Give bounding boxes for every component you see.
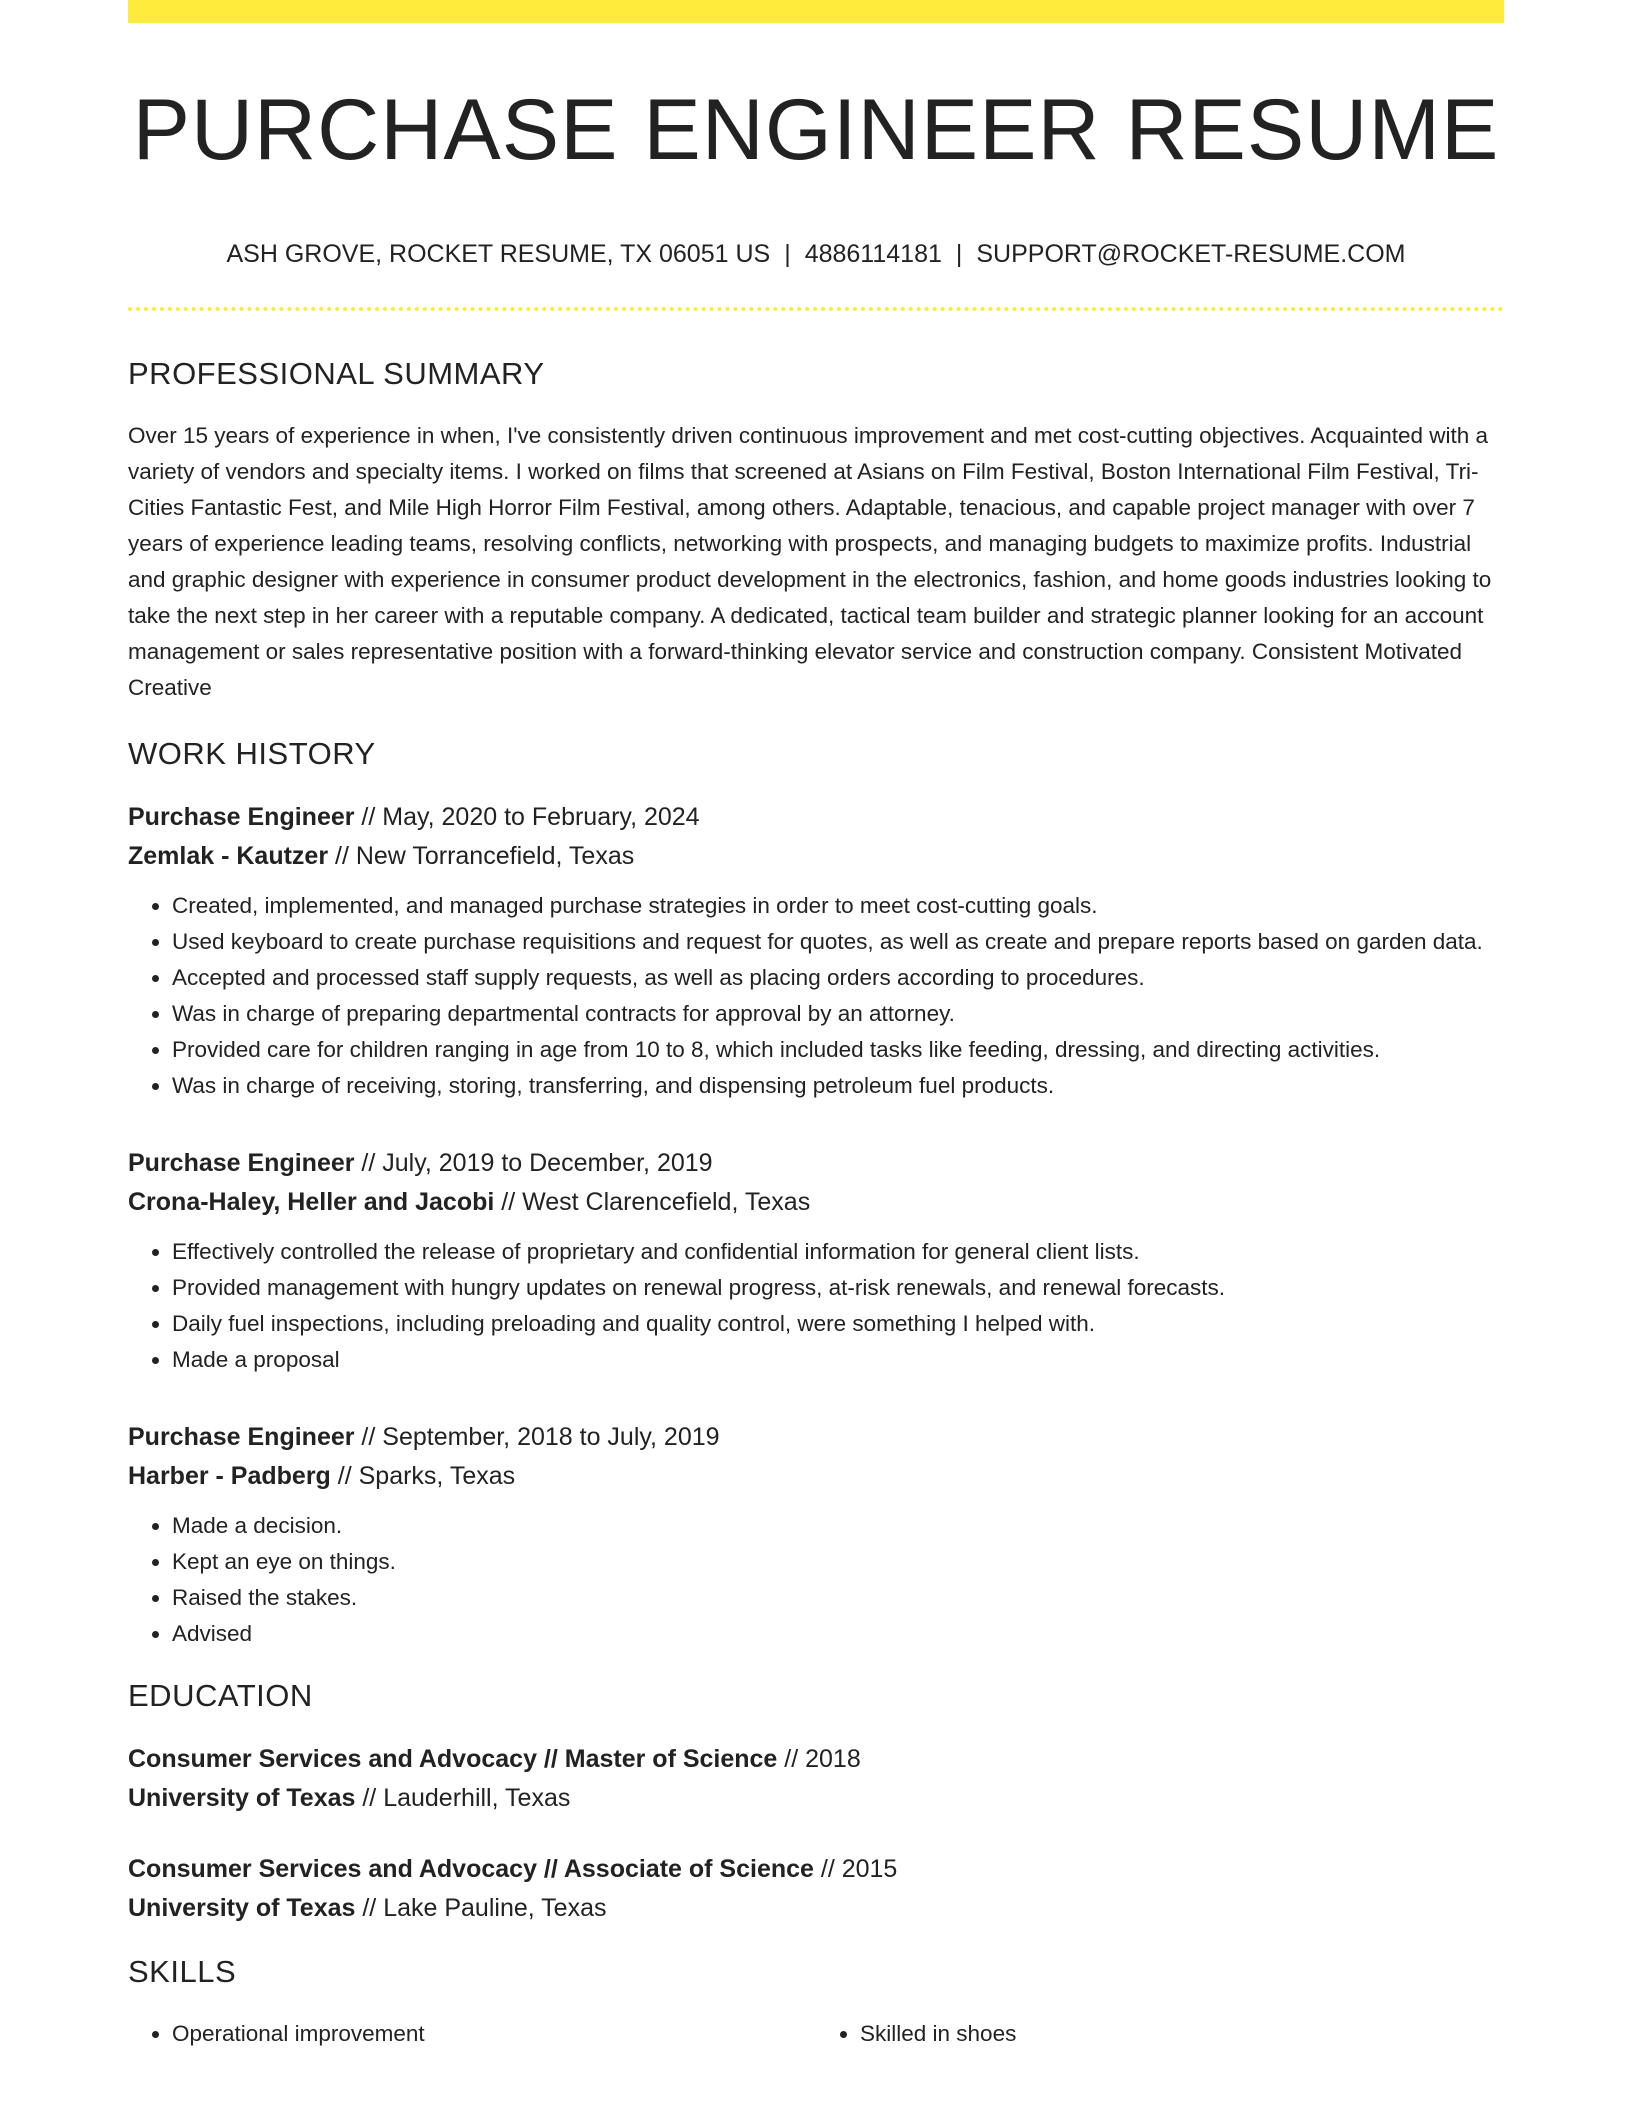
job-role: Purchase Engineer xyxy=(128,1423,355,1451)
education-entry xyxy=(128,1850,1504,1928)
job-company-line xyxy=(128,837,1504,876)
education-year: // 2018 xyxy=(777,1745,861,1773)
skills-heading: SKILLS xyxy=(128,1954,237,1989)
job-bullets xyxy=(128,1234,1504,1378)
list-item: • Effectively controlled the release of proprietary and confidential information for general client lists. xyxy=(172,1234,1504,1270)
education-degree: Consumer Services and Advocacy // Master of Science xyxy=(128,1745,778,1773)
education-school-line xyxy=(128,1889,1504,1928)
education-school-line xyxy=(128,1779,1504,1818)
education-school: University of Texas xyxy=(128,1784,356,1812)
top-accent-bar xyxy=(128,0,1504,23)
education-entry xyxy=(128,1740,1504,1818)
job-title-line xyxy=(128,1144,1504,1183)
contact-email[interactable]: SUPPORT@ROCKET-RESUME.COM xyxy=(976,240,1406,268)
contact-address: ASH GROVE, ROCKET RESUME, TX 06051 US xyxy=(226,240,771,268)
summary-text: Over 15 years of experience in when, I've consistently driven continuous improvement and met cost-cutting objectives. Acquainted with a variety of vendors and specialty items. I worked on films that screened at Asians on Film Festival, Boston International Film Festival, Tri-Cities Fantastic Fest, and Mile High Horror Film Festival, among others. Adaptable, tenacious, and capable project manager with over 7 years of experience leading teams, resolving conflicts, networking with prospects, and managing budgets to maximize profits. Industrial and graphic designer with experience in consumer product development in the electronics, fashion, and home goods industries looking to take the next step in her career with a reputable company. A dedicated, tactical team builder and strategic planner looking for an account management or sales representative position with a forward-thinking elevator service and construction company. Consistent Motivated Creative xyxy=(128,423,1492,700)
list-item: • Created, implemented, and managed purchase strategies in order to meet cost-cutting goals. xyxy=(172,888,1504,924)
job-dates: // May, 2020 to February, 2024 xyxy=(354,803,700,831)
list-item: • Made a decision. xyxy=(172,1508,1504,1544)
education-degree: Consumer Services and Advocacy // Associate of Science xyxy=(128,1855,814,1883)
job-company-line xyxy=(128,1183,1504,1222)
work-history-heading: WORK HISTORY xyxy=(128,736,376,771)
job-company: Harber - Padberg xyxy=(128,1462,331,1490)
job-location: // New Torrancefield, Texas xyxy=(328,842,635,870)
job-company-line xyxy=(128,1457,1504,1496)
skill-item: • Skilled in shoes xyxy=(860,2016,1504,2052)
education-location: // Lake Pauline, Texas xyxy=(355,1894,607,1922)
list-item: • Made a proposal xyxy=(172,1342,1504,1378)
job-bullets xyxy=(128,1508,1504,1652)
contact-separator: | xyxy=(955,240,963,268)
education-degree-line xyxy=(128,1740,1504,1779)
contact-line xyxy=(128,236,1504,272)
job-company: Zemlak - Kautzer xyxy=(128,842,329,870)
skills-list-left xyxy=(128,2016,816,2052)
list-item: • Raised the stakes. xyxy=(172,1580,1504,1616)
job-bullets xyxy=(128,888,1504,1104)
list-item: • Was in charge of preparing departmental contracts for approval by an attorney. xyxy=(172,996,1504,1032)
job-dates: // July, 2019 to December, 2019 xyxy=(354,1149,713,1177)
education-school: University of Texas xyxy=(128,1894,356,1922)
summary-heading: PROFESSIONAL SUMMARY xyxy=(128,356,545,391)
contact-separator: | xyxy=(784,240,791,268)
skill-item: • Operational improvement xyxy=(172,2016,816,2052)
job-title-line xyxy=(128,798,1504,837)
education-location: // Lauderhill, Texas xyxy=(355,1784,571,1812)
job-entry xyxy=(128,1144,1504,1378)
list-item: • Was in charge of receiving, storing, transferring, and dispensing petroleum fuel products. xyxy=(172,1068,1504,1104)
skills-list-right xyxy=(816,2016,1504,2052)
resume-title: PURCHASE ENGINEER RESUME xyxy=(132,82,1500,178)
job-entry xyxy=(128,798,1504,1104)
job-entry xyxy=(128,1418,1504,1652)
skills-columns xyxy=(128,2016,1504,2052)
education-degree-line xyxy=(128,1850,1504,1889)
list-item: • Provided management with hungry updates on renewal progress, at-risk renewals, and renewal forecasts. xyxy=(172,1270,1504,1306)
list-item: • Accepted and processed staff supply requests, as well as placing orders according to procedures. xyxy=(172,960,1504,996)
job-location: // Sparks, Texas xyxy=(330,1462,516,1490)
job-role: Purchase Engineer xyxy=(128,1149,355,1177)
dotted-divider xyxy=(128,307,1504,311)
list-item: • Provided care for children ranging in age from 10 to 8, which included tasks like feeding, dressing, and directing activities. xyxy=(172,1032,1504,1068)
education-heading: EDUCATION xyxy=(128,1678,313,1713)
list-item: • Kept an eye on things. xyxy=(172,1544,1504,1580)
education-year: // 2015 xyxy=(813,1855,898,1883)
resume-content xyxy=(128,352,1504,2052)
list-item: • Used keyboard to create purchase requisitions and request for quotes, as well as create and prepare reports based on garden data. xyxy=(172,924,1504,960)
list-item: • Advised xyxy=(172,1616,1504,1652)
job-dates: // September, 2018 to July, 2019 xyxy=(354,1423,720,1451)
job-role: Purchase Engineer xyxy=(128,803,355,831)
job-location: // West Clarencefield, Texas xyxy=(494,1188,811,1216)
list-item: • Daily fuel inspections, including preloading and quality control, were something I helped with. xyxy=(172,1306,1504,1342)
contact-phone: 4886114181 xyxy=(804,240,942,268)
job-company: Crona-Haley, Heller and Jacobi xyxy=(128,1188,495,1216)
job-title-line xyxy=(128,1418,1504,1457)
